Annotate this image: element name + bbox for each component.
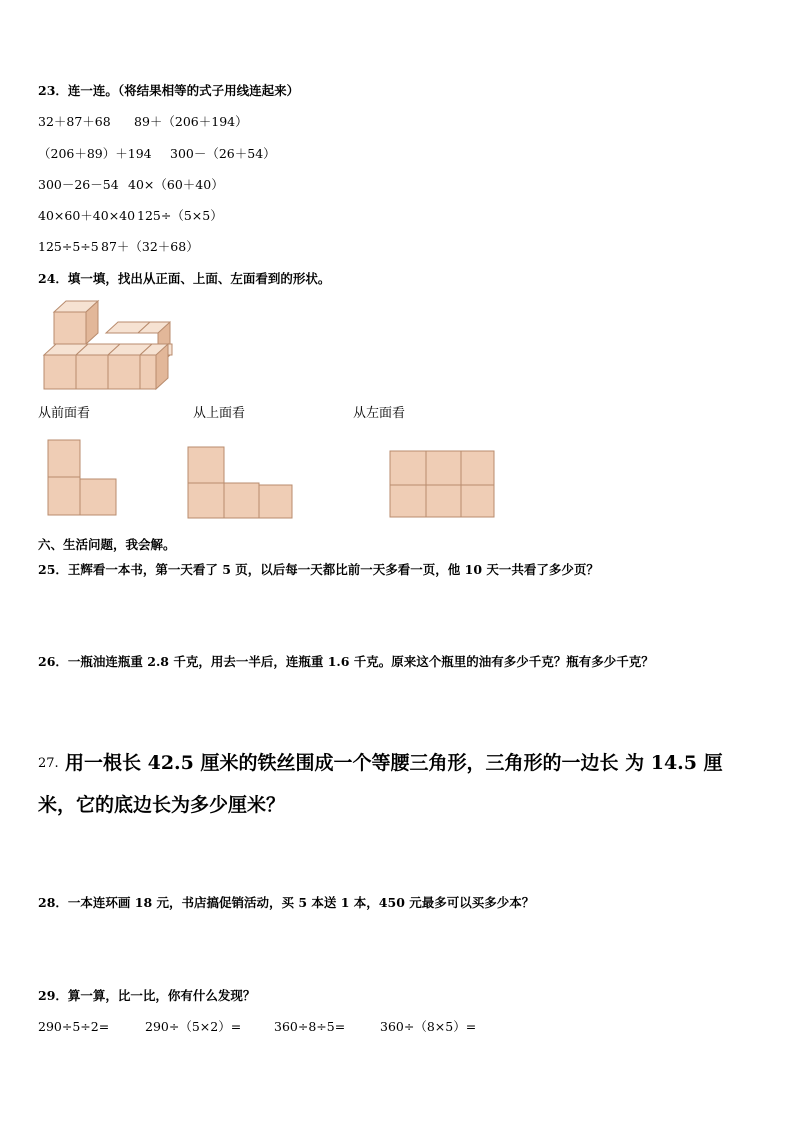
expr-right: 125÷（5×5） bbox=[137, 208, 223, 223]
q27-line-2: 米，它的底边长为多少厘米？ bbox=[38, 794, 286, 816]
q23-row-3 bbox=[38, 177, 224, 193]
view-label-left: 从左面看 bbox=[353, 406, 406, 421]
q29-item-4: 360÷（8×5）= bbox=[380, 1019, 477, 1034]
q27-number: 27. bbox=[38, 756, 59, 771]
expr-left: 125÷5÷5 bbox=[38, 239, 99, 254]
q23-title: 23．连一连。（将结果相等的式子用线连起来） bbox=[38, 83, 300, 98]
q28-text: 28．一本连环画 18 元，书店搞促销活动，买 5 本送 1 本，450 元最多可以买多少本？ bbox=[38, 895, 535, 910]
q25-text: 25．王辉看一本书，第一天看了 5 页，以后每一天都比前一天多看一页，他 10 天一共看了多少页？ bbox=[38, 562, 599, 577]
front-view-shape bbox=[47, 439, 127, 519]
expr-left: 300－26－54 bbox=[38, 177, 119, 192]
q29-item-3: 360÷8÷5= bbox=[274, 1019, 346, 1034]
q27-line-1: 用一根长 42.5 厘米的铁丝围成一个等腰三角形，三角形的一边长 为 14.5 厘 bbox=[65, 752, 723, 774]
q24-title: 24．填一填，找出从正面、上面、左面看到的形状。 bbox=[38, 271, 331, 286]
q29-title: 29．算一算，比一比，你有什么发现？ bbox=[38, 988, 256, 1003]
expr-right: 87＋（32＋68） bbox=[101, 239, 199, 254]
cube-arrangement-figure bbox=[40, 298, 180, 393]
expr-left: 40×60＋40×40 bbox=[38, 208, 136, 223]
q29-item-1: 290÷5÷2= bbox=[38, 1019, 110, 1034]
expr-right: 300－（26＋54） bbox=[170, 146, 276, 161]
expr-right: 89＋（206＋194） bbox=[134, 114, 248, 129]
expr-left: 32＋87＋68 bbox=[38, 114, 111, 129]
left-view-shape bbox=[389, 450, 499, 520]
expr-left: （206＋89）＋194 bbox=[38, 146, 152, 161]
view-label-front: 从前面看 bbox=[38, 406, 91, 421]
q29-item-2: 290÷（5×2）= bbox=[145, 1019, 242, 1034]
q23-row-4 bbox=[38, 208, 223, 224]
expr-right: 40×（60＋40） bbox=[128, 177, 224, 192]
section-title: 六、生活问题，我会解。 bbox=[38, 537, 176, 552]
q23-row-2 bbox=[38, 146, 276, 162]
q29-items bbox=[38, 1019, 477, 1035]
q23-row-5 bbox=[38, 239, 199, 255]
q23-row-1 bbox=[38, 114, 248, 130]
q26-text: 26．一瓶油连瓶重 2.8 千克，用去一半后，连瓶重 1.6 千克。原来这个瓶里的油有多少千克？瓶有多少千克？ bbox=[38, 654, 654, 669]
view-label-top: 从上面看 bbox=[193, 406, 246, 421]
top-view-shape bbox=[187, 446, 297, 521]
